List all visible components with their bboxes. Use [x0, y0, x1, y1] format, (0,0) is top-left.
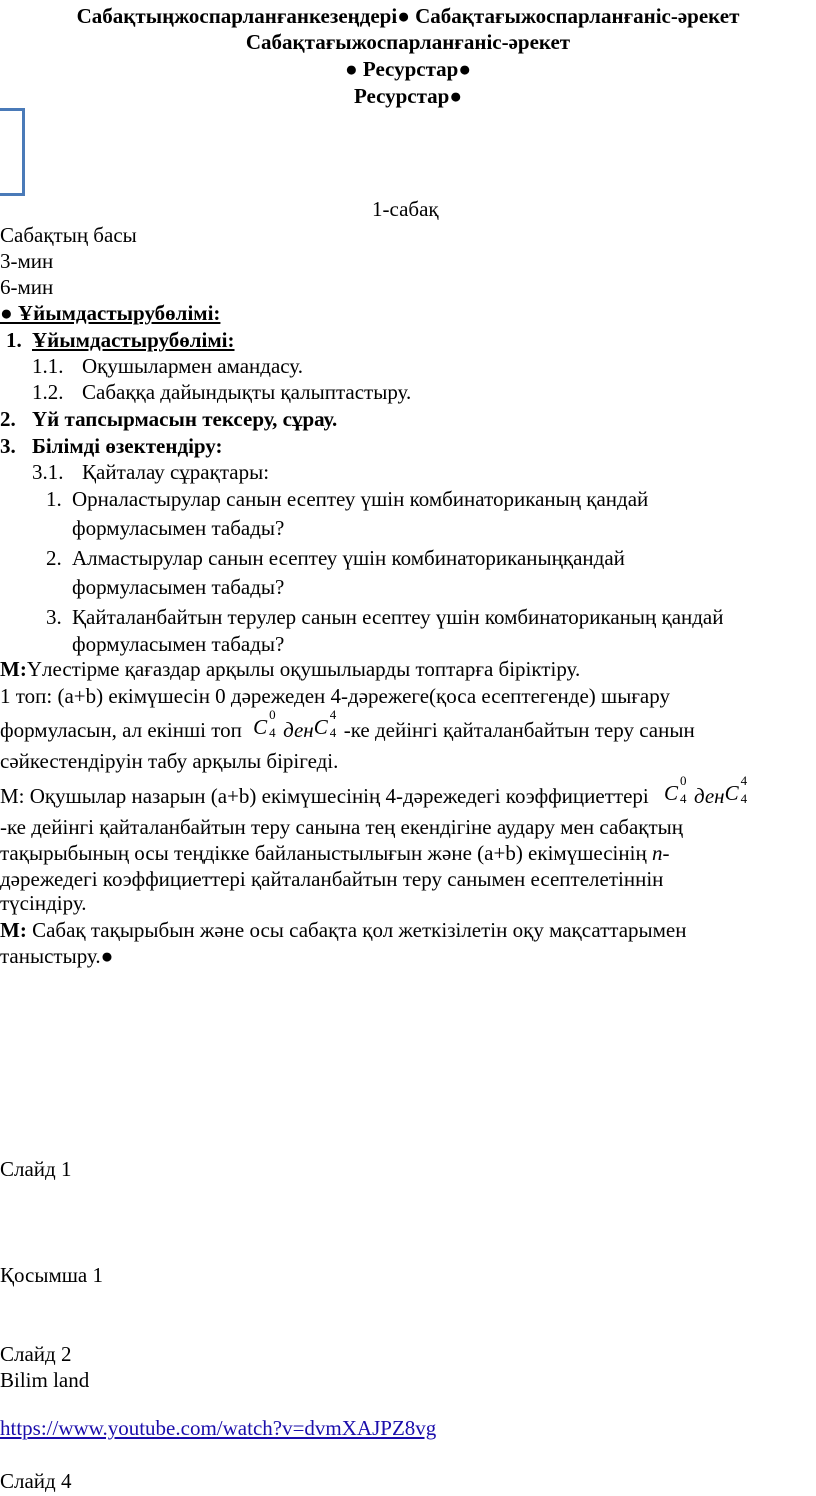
item-3-1-num: 3.1. — [32, 460, 64, 484]
question-1-line-2: формуласымен табады? — [72, 516, 285, 540]
formula-c-letter-2: C — [313, 715, 328, 739]
formula-c-to-sub: 4 — [329, 725, 337, 740]
section1-num: 1. — [6, 328, 22, 352]
group-line-2 — [0, 707, 695, 743]
question-1-num: 1. — [46, 487, 62, 511]
group-line-2-b: -ке дейінгі қайталанбайтын теру санын — [343, 718, 695, 742]
question-3-line-1: Қайталанбайтын терулер санын есептеу үшін комбинаториканың қандай — [72, 605, 724, 629]
method-2-line-5: түсіндіру. — [0, 891, 87, 915]
formula-c-to-sub-2: 4 — [740, 791, 748, 806]
lesson-title: 1-сабақ — [372, 197, 439, 221]
question-2-line-1: Алмастырулар санын есептеу үшін комбинаториканыңқандай — [72, 546, 625, 570]
formula-c-to-2 — [724, 773, 755, 806]
group-line-2-a: формуласын, ал екінші топ — [0, 718, 242, 742]
youtube-link[interactable]: https://www.youtube.com/watch?v=dvmXAJPZ8vg — [0, 1416, 437, 1440]
formula-c-from-sub-2: 4 — [679, 791, 687, 806]
formula-c-from-sup: 0 — [269, 707, 276, 722]
slide-4: Слайд 4 — [0, 1469, 72, 1493]
stage-start: Сабақтың басы — [0, 223, 137, 247]
method-3-line-2: таныстыру.● — [0, 944, 114, 968]
formula-c-to — [313, 707, 344, 740]
header-line-2: Сабақтағыжоспарланғаніс-әрекет — [245, 30, 571, 54]
slide-2: Слайд 2 — [0, 1342, 72, 1366]
item-1-1-text: Оқушылармен амандасу. — [82, 354, 303, 378]
header-line-3: ● Ресурстар● — [344, 57, 472, 81]
method-1 — [0, 657, 580, 682]
item-1-1-num: 1.1. — [32, 354, 64, 378]
method-3-text: Сабақ тақырыбын және осы сабақта қол жеткізілетін оқу мақсаттарымен — [26, 918, 687, 942]
method-2-line-1-text: М: Оқушылар назарын (a+b) екімүшесінің 4-дәрежедегі коэффициеттері — [0, 784, 649, 808]
section3-label: Білімді өзектендіру: — [32, 434, 223, 458]
formula-mid-2: ден — [693, 784, 725, 808]
method-3-line-1 — [0, 918, 687, 943]
formula-mid: ден — [283, 718, 314, 742]
question-2-num: 2. — [46, 546, 62, 570]
header-line-1: Сабақтыңжоспарланғанкезеңдері● Сабақтағыжоспарланғаніс-әрекет — [76, 4, 740, 28]
formula-c-letter-4: C — [724, 781, 739, 805]
section2-num: 2. — [0, 407, 16, 431]
method-2-n: n- — [651, 841, 670, 865]
group-line-1: 1 топ: (a+b) екімүшесін 0 дәрежеден 4-дәрежеге(қоса есептегенде) шығару — [0, 684, 670, 708]
method-2-line-3 — [0, 841, 669, 866]
section1-bullet: ● Ұйымдастырубөлімі: — [0, 301, 221, 325]
stage-time-1: 3-мин — [0, 249, 54, 273]
item-3-1-text: Қайталау сұрақтары: — [82, 460, 270, 484]
slide-1: Слайд 1 — [0, 1157, 72, 1181]
method-2-line-1 — [0, 773, 755, 809]
question-2-line-2: формуласымен табады? — [72, 575, 285, 599]
bilim-land: Bilim land — [0, 1368, 90, 1392]
item-1-2-text: Сабаққа дайындықты қалыптастыру. — [82, 380, 412, 404]
question-3-num: 3. — [46, 605, 62, 629]
formula-c-from — [253, 707, 283, 740]
group-line-3: сәйкестендіруін табу арқылы бірігеді. — [0, 749, 339, 773]
method-3-label: М: — [0, 918, 27, 942]
question-1-line-1: Орналастырулар санын есептеу үшін комбинаториканың қандай — [72, 487, 649, 511]
method-1-text: Үлестірме қағаздар арқылы оқушылыарды топтарға біріктіру. — [26, 657, 581, 681]
section2-label: Үй тапсырмасын тексеру, сұрау. — [32, 407, 338, 431]
method-1-label: М: — [0, 657, 27, 681]
method-2-line-4: дәрежедегі коэффициеттері қайталанбайтын теру санымен есептелетіннін — [0, 867, 664, 891]
formula-c-from-sub: 4 — [269, 725, 276, 740]
appendix-1: Қосымша 1 — [0, 1263, 103, 1287]
method-2-line-3-text: тақырыбының осы теңдікке байланыстылығын және (a+b) екімүшесінің — [0, 841, 647, 865]
question-3-line-2: формуласымен табады? — [72, 632, 285, 656]
formula-c-from-2 — [663, 773, 694, 806]
method-2-line-2: -ке дейінгі қайталанбайтын теру санына тең екендігіне аудару мен сабақтың — [0, 815, 684, 839]
stage-time-2: 6-мин — [0, 275, 54, 299]
table-frame — [0, 108, 25, 196]
item-1-2-num: 1.2. — [32, 380, 64, 404]
header-line-4: Ресурстар● — [353, 84, 463, 108]
formula-c-from-sup-2: 0 — [679, 773, 687, 788]
formula-c-to-sup-2: 4 — [740, 773, 748, 788]
formula-c-letter: C — [253, 715, 268, 739]
formula-c-letter-3: C — [663, 781, 678, 805]
section3-num: 3. — [0, 434, 16, 458]
formula-c-to-sup: 4 — [329, 707, 337, 722]
section1-label: Ұйымдастырубөлімі: — [32, 328, 235, 352]
